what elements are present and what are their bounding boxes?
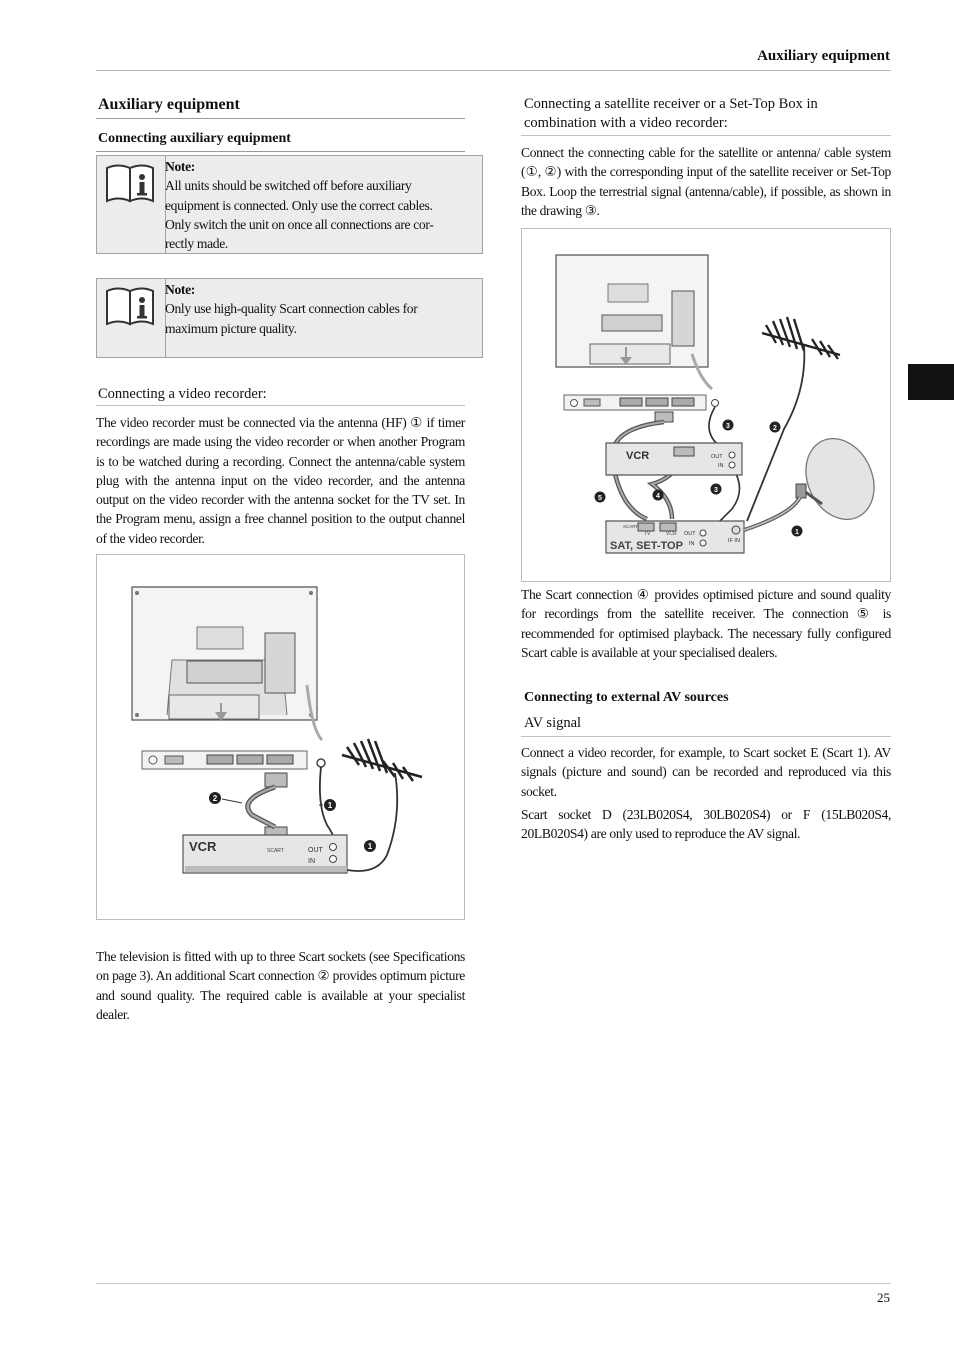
sat-vcr-label: VCR — [666, 531, 677, 537]
av-paragraph-2: Scart socket D (23LB020S4, 30LB020S4) or F (15LB020S4, 20LB020S4) are only used to reproduce the AV signal. — [521, 807, 891, 842]
note-1-title: Note: — [165, 159, 195, 174]
external-av-heading: Connecting to external AV sources — [524, 690, 729, 705]
marker-5: 5 — [598, 495, 602, 502]
marker-3: 3 — [726, 423, 730, 430]
marker-1b: 1 — [367, 842, 373, 851]
av-signal-heading: AV signal — [524, 715, 582, 731]
vcr-connection-diagram — [97, 555, 464, 919]
sat-out-label: OUT — [684, 531, 696, 537]
marker-1: 1 — [327, 801, 333, 810]
header-rule — [96, 70, 891, 71]
note-box-1 — [96, 155, 483, 254]
note-2-title: Note: — [165, 282, 195, 297]
marker-2: 2 — [773, 425, 777, 432]
scart-connection-paragraph: The Scart connection ④ provides optimised picture and sound quality for recordings from the satellite receiver. The connection ⑤ is recommended for optimised playback. The necessary fully configured Scart cable is available at your specialised dealers. — [521, 587, 891, 660]
vcr-in-label: IN — [718, 463, 724, 469]
marker-2: 2 — [212, 794, 218, 803]
note-box-2 — [96, 278, 483, 358]
marker-3b: 3 — [714, 487, 718, 494]
section-rule — [96, 118, 465, 119]
out-label: OUT — [308, 847, 323, 854]
figure-vcr-connection — [96, 554, 465, 920]
scart-label: SCART — [267, 848, 284, 854]
section-title: Auxiliary equipment — [98, 96, 240, 113]
chapter-tab — [908, 364, 954, 400]
info-book-icon — [103, 284, 157, 328]
sat-in-label: IN — [689, 541, 695, 547]
page-number: 25 — [877, 1290, 890, 1305]
av-signal-rule — [521, 736, 891, 737]
figure-sat-connection — [521, 228, 891, 582]
info-book-icon — [103, 161, 157, 205]
note-1-line: Only switch the unit on once all connections are cor- — [165, 216, 434, 232]
note-2-line: Only use high-quality Scart connection cables for — [165, 301, 418, 317]
vcr-label: VCR — [626, 450, 650, 462]
vcr-label: VCR — [189, 839, 217, 854]
sat-scart-label: SCART — [623, 524, 639, 529]
marker-4: 4 — [656, 493, 660, 500]
vcr-out-label: OUT — [711, 454, 723, 460]
note-1-line: rectly made. — [165, 236, 228, 252]
footer-rule — [96, 1283, 891, 1284]
subsection-rule — [96, 151, 465, 152]
vcr-paragraph: The video recorder must be connected via the antenna (HF) ① if timer recordings are made using the video recorder or when another Program is to be watched during a recording. Connect the antenna/cable system plug with the antenna input on the video recorder, and the antenna output on the video recorder with the antenna socket for the TV set. In the Program menu, assign a free channel position to the output channel of the video recorder. — [96, 415, 465, 546]
note-1-line: equipment is connected. Only use the correct cables. — [165, 197, 433, 213]
av-paragraph-1: Connect a video recorder, for example, to Scart socket E (Scart 1). AV signals (picture and sound) can be recorded and reproduced via this socket. — [521, 745, 891, 799]
marker-1: 1 — [795, 529, 799, 536]
sat-paragraph: Connect the connecting cable for the satellite or antenna/ cable system (①, ②) with the corresponding input of the satellite receiver or Set-Top Box. Loop the terrestrial signal (antenna/cable), if possible, as shown in the drawing ③. — [521, 145, 891, 218]
note-1-line: All units should be switched off before auxiliary — [165, 178, 412, 194]
sat-heading-rule — [521, 135, 891, 136]
vcr-heading: Connecting a video recorder: — [98, 386, 267, 402]
in-label: IN — [308, 858, 315, 865]
running-header: Auxiliary equipment — [757, 48, 890, 64]
subsection-title: Connecting auxiliary equipment — [98, 131, 291, 146]
sat-connection-diagram — [522, 229, 890, 581]
scart-paragraph: The television is fitted with up to three Scart sockets (see Specifications on page 3). An additional Scart connection ② provides optimum picture and sound quality. The required cable is available at your specialist dealer. — [96, 949, 465, 1022]
vcr-heading-rule — [96, 405, 465, 406]
if-in-label: IF IN — [728, 538, 740, 544]
sat-heading: Connecting a satellite receiver or a Set-Top Box in combination with a video recorder: — [524, 96, 818, 131]
note-2-line: maximum picture quality. — [165, 320, 297, 336]
sat-tv-label: TV — [644, 531, 651, 537]
sat-set-top-label: SAT, SET-TOP — [610, 540, 683, 552]
